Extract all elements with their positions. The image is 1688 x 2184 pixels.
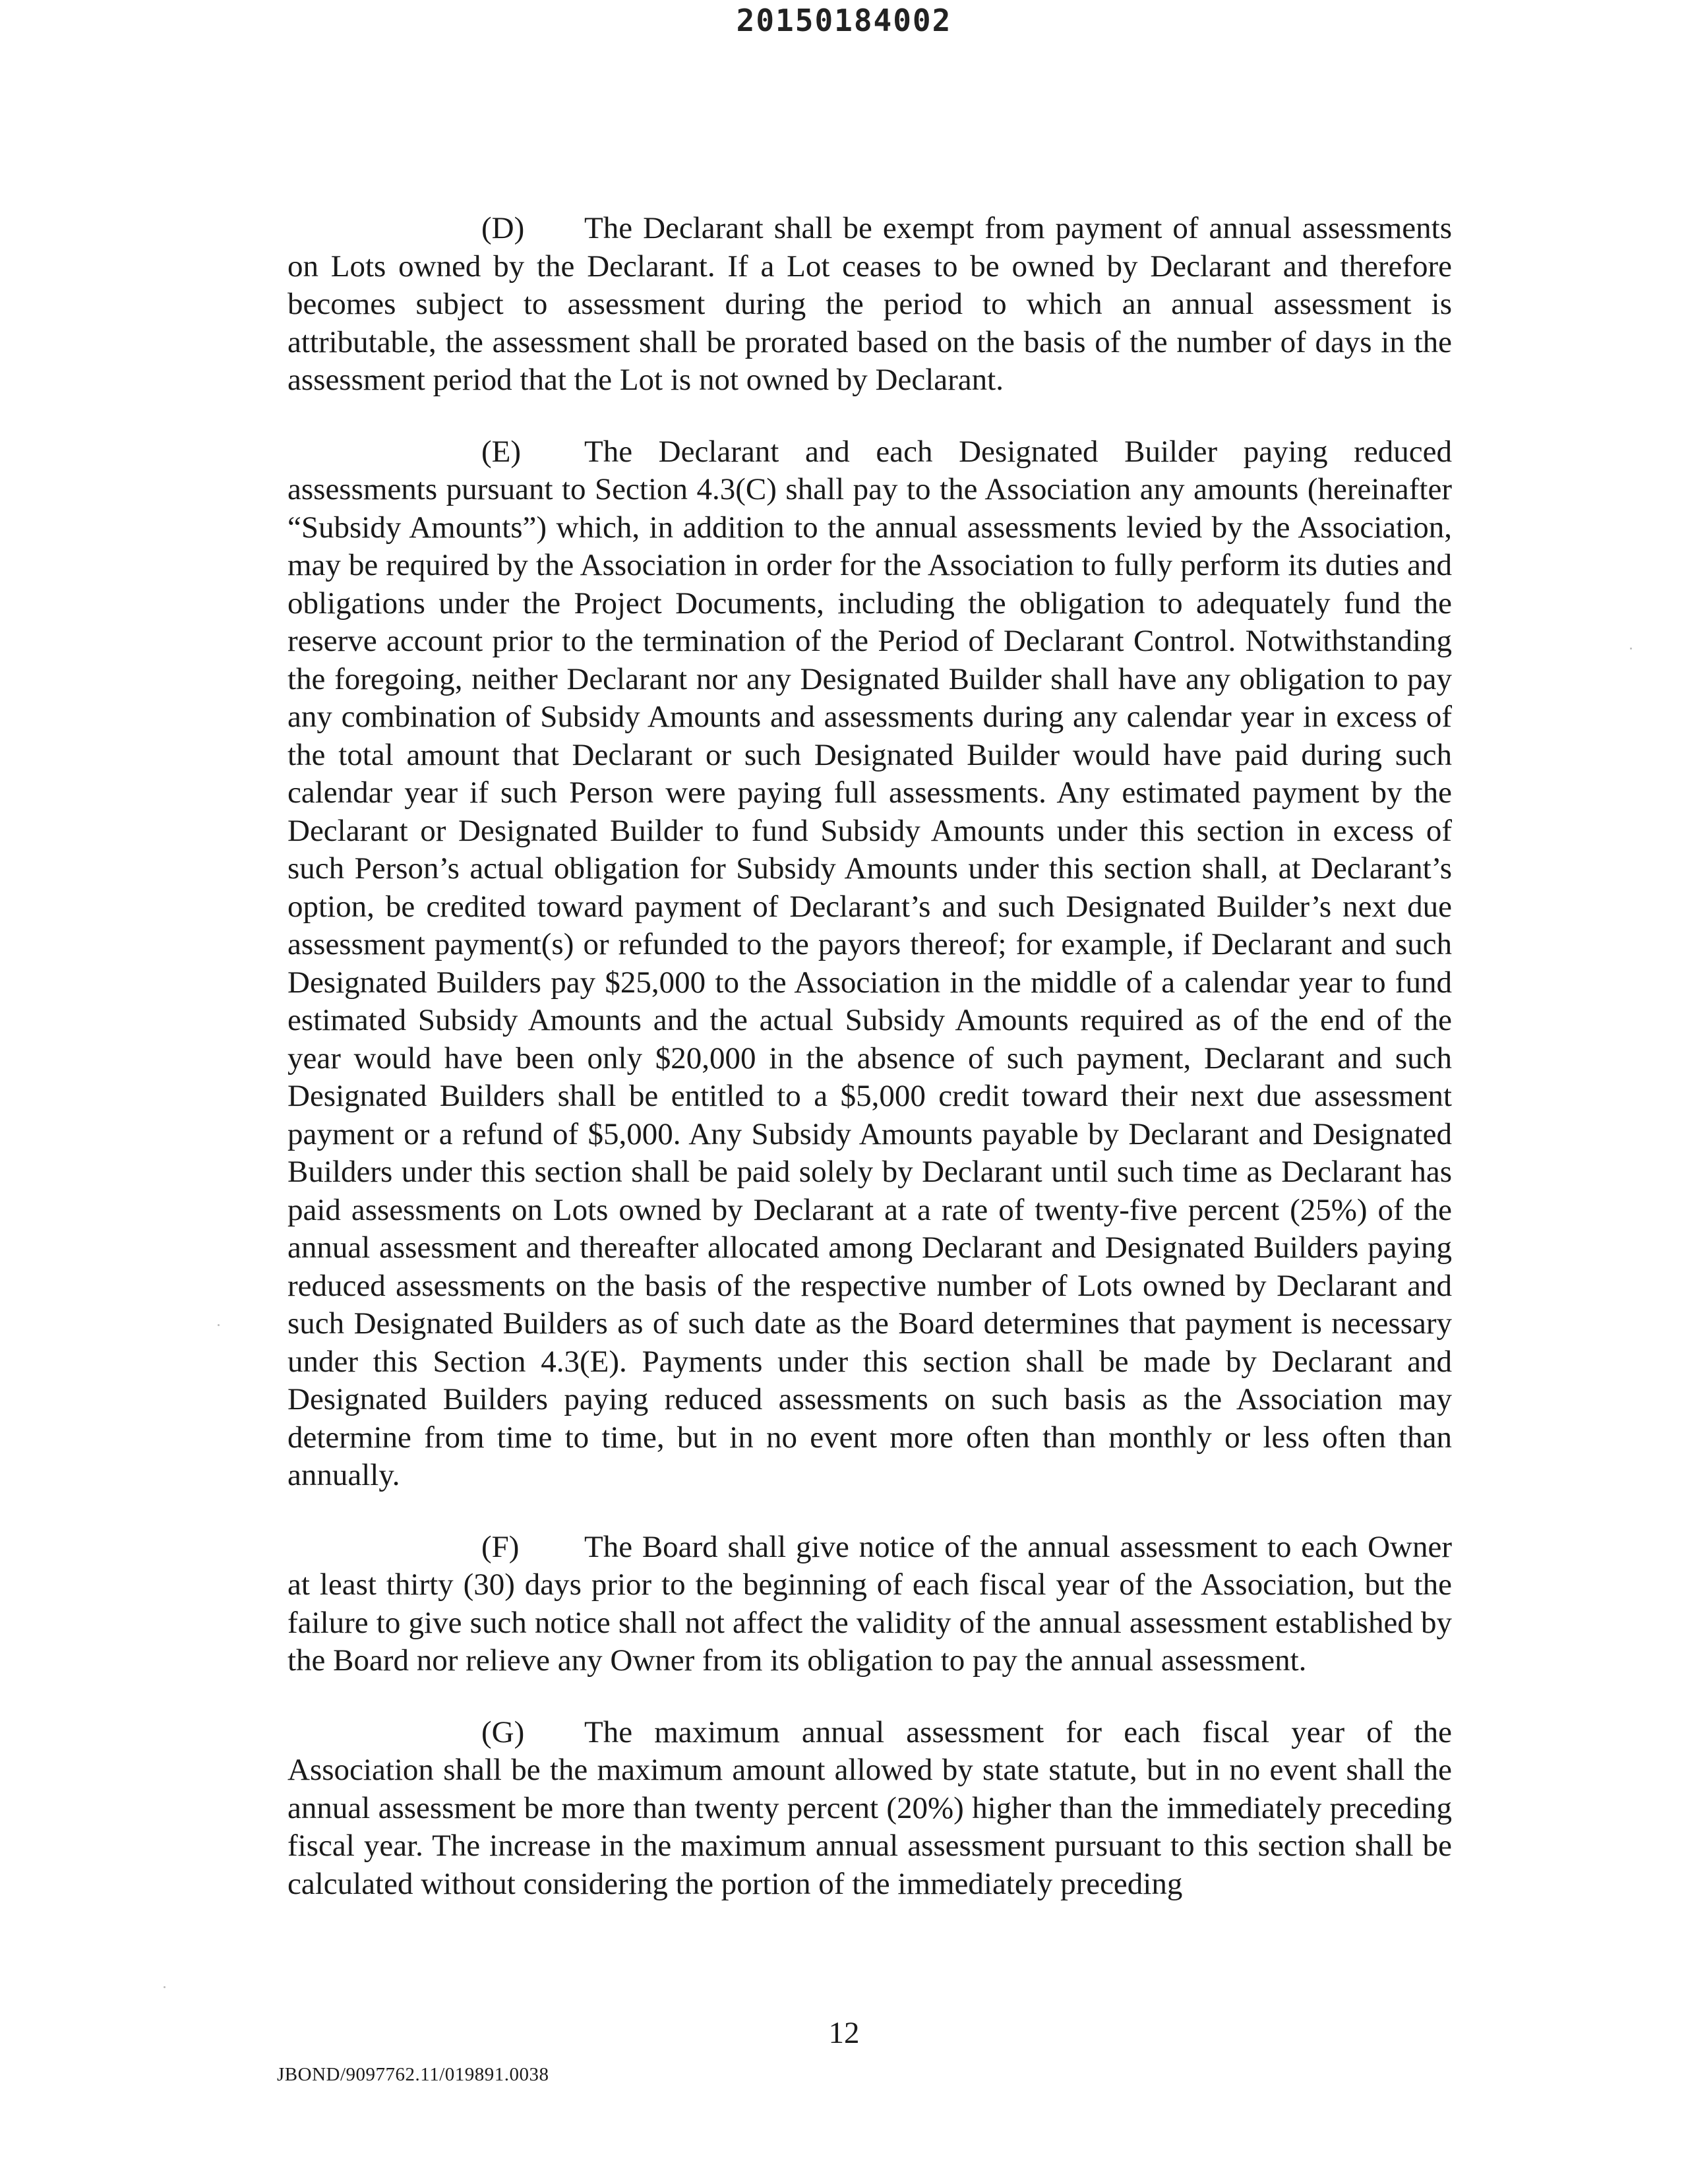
paragraph-text: The Declarant shall be exempt from payment of annual assessments on Lots owned by the Declarant. If a Lot ceases to be owned by Declarant and therefore becomes subject to assessment during the period to which an annual assessment is attributable, the assessment shall be prorated based on the basis of the number of days in the assessment period that the Lot is not owned by Declarant. — [287, 211, 1452, 397]
scan-speck — [164, 1986, 166, 1988]
paragraph-label: (F) — [481, 1529, 520, 1564]
paragraph-g — [287, 1714, 1452, 1904]
paragraph-text: The Declarant and each Designated Builder paying reduced assessments pursuant to Section 4.3(C) shall pay to the Association any amounts (hereinafter “Subsidy Amounts”) which, in addition to the annual assessments levied by the Association, may be required by the Association in order for the Association to fully perform its duties and obligations under the Project Documents, including the obligation to adequately fund the reserve account prior to the termination of the Period of Declarant Control. Notwithstanding the foregoing, neither Declarant nor any Designated Builder shall have any obligation to pay any combination of Subsidy Amounts and assessments during any calendar year in excess of the total amount that Declarant or such Designated Builder would have paid during such calendar year if such Person were paying full assessments. Any estimated payment by the Declarant or Designated Builder to fund Subsidy Amounts under this section in excess of such Person’s actual obligation for Subsidy Amounts under this section shall, at Declarant’s option, be credited toward payment of Declarant’s and such Designated Builder’s next due assessment payment(s) or refunded to the payors thereof; for example, if Declarant and such Designated Builders pay $25,000 to the Association in the middle of a calendar year to fund estimated Subsidy Amounts and the actual Subsidy Amounts required as of the end of the year would have been only $20,000 in the absence of such payment, Declarant and such Designated Builders shall be entitled to a $5,000 credit toward their next due assessment payment or a refund of $5,000. Any Subsidy Amounts payable by Declarant and Designated Builders under this section shall be paid solely by Declarant until such time as Declarant has paid assessments on Lots owned by Declarant at a rate of twenty-five percent (25%) of the annual assessment and thereafter allocated among Declarant and Designated Builders paying reduced assessments on the basis of the respective number of Lots owned by Declarant and such Designated Builders as of such date as the Board determines that payment is necessary under this Section 4.3(E). Payments under this section shall be made by Declarant and Designated Builders paying reduced assessments on such basis as the Association may determine from time to time, but in no event more often than monthly or less often than annually. — [287, 434, 1452, 1492]
paragraph-d — [287, 210, 1452, 400]
document-body — [287, 210, 1452, 1903]
recording-number: 20150184002 — [736, 3, 952, 38]
paragraph-label: (D) — [481, 211, 525, 245]
paragraph-text: The Board shall give notice of the annual assessment to each Owner at least thirty (30) days prior to the beginning of each fiscal year of the Association, but the failure to give such notice shall not affect the validity of the annual assessment established by the Board nor relieve any Owner from its obligation to pay the annual assessment. — [287, 1529, 1452, 1678]
paragraph-label: (E) — [481, 434, 522, 469]
footer-document-code: JBOND/9097762.11/019891.0038 — [277, 2064, 549, 2085]
scan-speck — [1630, 648, 1632, 650]
paragraph-text: The maximum annual assessment for each fiscal year of the Association shall be the maximum amount allowed by state statute, but in no event shall the annual assessment be more than twenty percent (20%) higher than the immediately preceding fiscal year. The increase in the maximum annual assessment pursuant to this section shall be calculated without considering the portion of the immediately preceding — [287, 1714, 1452, 1901]
scan-speck — [218, 1324, 220, 1326]
page-number: 12 — [828, 2016, 860, 2050]
paragraph-label: (G) — [481, 1714, 525, 1749]
paragraph-e — [287, 433, 1452, 1495]
paragraph-f — [287, 1529, 1452, 1680]
